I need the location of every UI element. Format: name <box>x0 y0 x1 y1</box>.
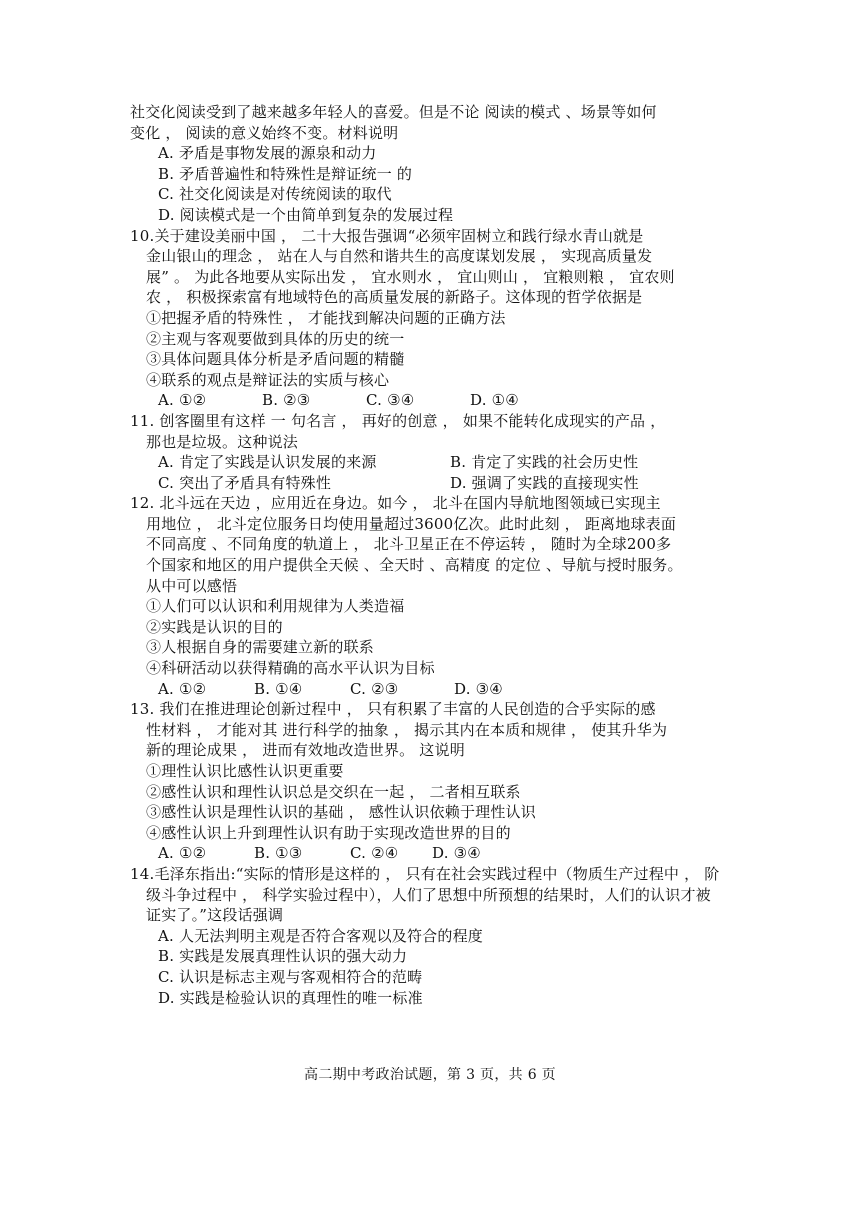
answer-option-b: B. 矛盾普遍性和特殊性是辩证统一 的 <box>158 164 413 183</box>
statement-item: ①把握矛盾的特殊性 ， 才能找到解决问题的正确方法 <box>146 308 506 327</box>
answer-option-d: D. ③④ <box>432 844 481 863</box>
answer-option-a: A. 肯定了实践是认识发展的来源 <box>158 453 377 472</box>
answer-options-row <box>130 390 740 411</box>
question-9 <box>130 102 740 226</box>
answer-option-c: C. ②④ <box>350 844 399 863</box>
question-stem-line: 新的理论成果 ， 进而有效地改造世界。 这说明 <box>146 741 465 760</box>
statement-item: ④联系的观点是辩证法的实质与核心 <box>146 370 390 389</box>
question-14 <box>130 864 740 1008</box>
question-stem-line: 不同高度 、不同角度的轨道上 ， 北斗卫星正在不停运转 ， 随时为全球200多 <box>146 535 672 554</box>
answer-option-c: C. ③④ <box>366 391 415 410</box>
answer-option-d: D. ③④ <box>454 679 503 698</box>
answer-option-c: C. 突出了矛盾具有特殊性 <box>158 473 332 492</box>
answer-options-row <box>130 843 740 864</box>
question-13 <box>130 699 740 864</box>
answer-option-a: A. 矛盾是事物发展的源泉和动力 <box>158 144 377 163</box>
question-stem-line: 金山银山的理念 ， 站在人与自然和谐共生的高度谋划发展 ， 实现高质量发 <box>146 247 653 266</box>
answer-option-a: A. ①② <box>158 844 207 863</box>
statement-item: ③人根据自身的需要建立新的联系 <box>146 638 375 657</box>
statement-item: ①理性认识比感性认识更重要 <box>146 762 344 780</box>
statement-item: ②主观与客观要做到具体的历史的统一 <box>146 329 405 348</box>
question-stem-line: 社交化阅读受到了越来越多年轻人的喜爱。但是不论 阅读的模式 、场景等如何 <box>130 103 657 121</box>
question-stem-line: 农 ， 积极探索富有地域特色的高质量发展的新路子。这体现的哲学依据是 <box>146 288 643 307</box>
question-10 <box>130 226 740 411</box>
question-11 <box>130 411 740 493</box>
question-stem-line: 个国家和地区的用户提供全天候 、全天时 、高精度 的定位 、导航与授时服务。 <box>146 556 683 575</box>
answer-option-b: B. ①④ <box>254 679 303 698</box>
statement-item: ③感性认识是理性认识的基础 ， 感性认识依赖于理性认识 <box>146 803 536 822</box>
statement-item: ③具体问题具体分析是矛盾问题的精髓 <box>146 350 405 369</box>
answer-option-c: C. ②③ <box>350 679 399 698</box>
answer-option-a: A. ①② <box>158 391 207 410</box>
statement-item: ②感性认识和理性认识总是交织在一起 ， 二者相互联系 <box>146 782 521 801</box>
question-stem-line: 11. 创客圈里有这样 一 句名言 ， 再好的创意 ， 如果不能转化成现实的产品 ， <box>130 411 666 430</box>
question-stem-line: 用地位 ， 北斗定位服务日均使用量超过3600亿次。此时此刻 ， 距离地球表面 <box>146 514 677 533</box>
question-12 <box>130 493 740 699</box>
question-stem-line: 10.关于建设美丽中国 ， 二十大报告强调“必须牢固树立和践行绿水青山就是 <box>130 226 644 245</box>
answer-option-b: B. ②③ <box>262 391 311 410</box>
question-stem-line: 性材料 ， 才能对其 进行科学的抽象 ， 揭示其内在本质和规律 ， 使其升华为 <box>146 720 668 739</box>
question-stem-line: 展” 。 为此各地要从实际出发 ， 宜水则水 ， 宜山则山 ， 宜粮则粮 ， 宜农则 <box>146 267 675 286</box>
page-footer: 高二期中考政治试题，第 3 页，共 6 页 <box>304 1067 556 1083</box>
statement-item: ①人们可以认识和利用规律为人类造福 <box>146 597 405 616</box>
answer-option-d: D. 实践是检验认识的真理性的唯一标准 <box>158 988 423 1007</box>
question-stem-line: 从中可以感悟 <box>146 576 238 595</box>
question-stem-line: 14.毛泽东指出:“实际的情形是这样的 ， 只有在社会实践过程中（物质生产过程中 ， 阶 <box>130 864 720 883</box>
answer-option-a: A. ①② <box>158 679 207 698</box>
question-stem-line: 13. 我们在推进理论创新过程中 ， 只有积累了丰富的人民创造的合乎实际的感 <box>130 700 656 719</box>
question-stem-line: 那也是垃圾。这种说法 <box>146 432 299 451</box>
question-stem-line: 变化 ， 阅读的意义始终不变。材料说明 <box>130 123 399 142</box>
answer-option-c: C. 社交化阅读是对传统阅读的取代 <box>158 185 392 204</box>
answer-options-row <box>130 473 740 494</box>
exam-content <box>130 102 740 1008</box>
question-stem-line: 证实了。”这段话强调 <box>146 906 284 925</box>
answer-option-b: B. 肯定了实践的社会历史性 <box>450 453 639 472</box>
answer-option-a: A. 人无法判明主观是否符合客观以及符合的程度 <box>158 926 483 945</box>
answer-options-row <box>130 679 740 700</box>
answer-option-b: B. 实践是发展真理性认识的强大动力 <box>158 947 408 966</box>
statement-item: ④感性认识上升到理性认识有助于实现改造世界的目的 <box>146 823 511 842</box>
answer-options-row <box>130 452 740 473</box>
question-stem-line: 级斗争过程中 ， 科学实验过程中），人们了思想中所预想的结果时，人们的认识才被 <box>146 885 711 904</box>
statement-item: ②实践是认识的目的 <box>146 617 283 636</box>
answer-option-d: D. ①④ <box>470 391 519 410</box>
statement-item: ④科研活动以获得精确的高水平认识为目标 <box>146 659 435 678</box>
answer-option-b: B. ①③ <box>254 844 303 863</box>
answer-option-c: C. 认识是标志主观与客观相符合的范畴 <box>158 967 423 986</box>
answer-option-d: D. 强调了实践的直接现实性 <box>450 473 639 492</box>
question-stem-line: 12. 北斗远在天边 ，应用近在身边。如今 ， 北斗在国内导航地图领域已实现主 <box>130 494 661 513</box>
answer-option-d: D. 阅读模式是一个由简单到复杂的发展过程 <box>158 205 454 224</box>
